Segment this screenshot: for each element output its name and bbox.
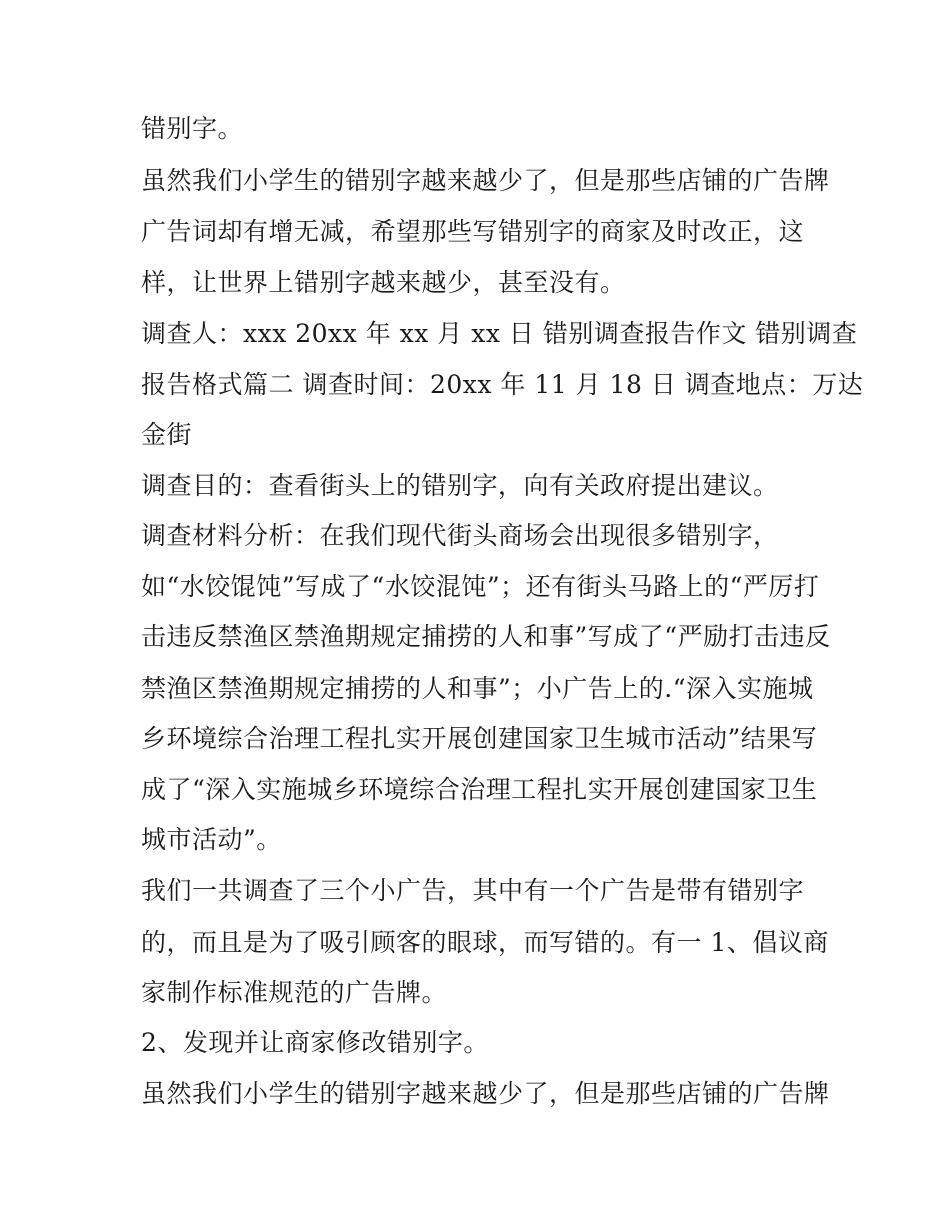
text-line: 虽然我们小学生的错别字越来越少了，但是那些店铺的广告牌 (141, 1079, 830, 1108)
text-line: 2、发现并让商家修改错别字。 (141, 1028, 489, 1057)
text-line: 家制作标准规范的广告牌。 (141, 978, 448, 1007)
text-line: 样，让世界上错别字越来越少，甚至没有。 (141, 268, 626, 297)
text-line: 虽然我们小学生的错别字越来越少了，但是那些店铺的广告牌 (141, 166, 830, 195)
text-line: 调查人：xxx 20xx 年 xx 月 xx 日 错别调查报告作文 错别调查 (141, 319, 858, 348)
text-line: 击违反禁渔区禁渔期规定捕捞的人和事”写成了“严励打击违反 (141, 622, 831, 651)
text-line: 禁渔区禁渔期规定捕捞的人和事”；小广告上的.“深入实施城 (141, 674, 814, 703)
text-line: 乡环境综合治理工程扎实开展创建国家卫生城市活动”结果写 (141, 724, 818, 753)
text-line: 的，而且是为了吸引顾客的眼球，而写错的。有一 1、倡议商 (141, 928, 829, 957)
text-line: 报告格式篇二 调查时间：20xx 年 11 月 18 日 调查地点：万达 (141, 370, 864, 399)
text-line: 调查目的：查看街头上的错别字，向有关政府提出建议。 (141, 471, 779, 500)
text-line: 金街 (141, 420, 193, 449)
text-line: 广告词却有增无减，希望那些写错别字的商家及时改正，这 (141, 217, 805, 246)
text-line: 城市活动”。 (141, 825, 282, 854)
text-line: 调查材料分析：在我们现代街头商场会出现很多错别字， (141, 521, 779, 550)
text-line: 我们一共调查了三个小广告，其中有一个广告是带有错别字 (141, 876, 805, 905)
text-line: 如“水饺馄饨”写成了“水饺混饨”；还有街头马路上的“严厉打 (141, 572, 820, 601)
text-line: 错别字。 (141, 114, 244, 143)
text-line: 成了“深入实施城乡环境综合治理工程扎实开展创建国家卫生 (141, 775, 818, 804)
